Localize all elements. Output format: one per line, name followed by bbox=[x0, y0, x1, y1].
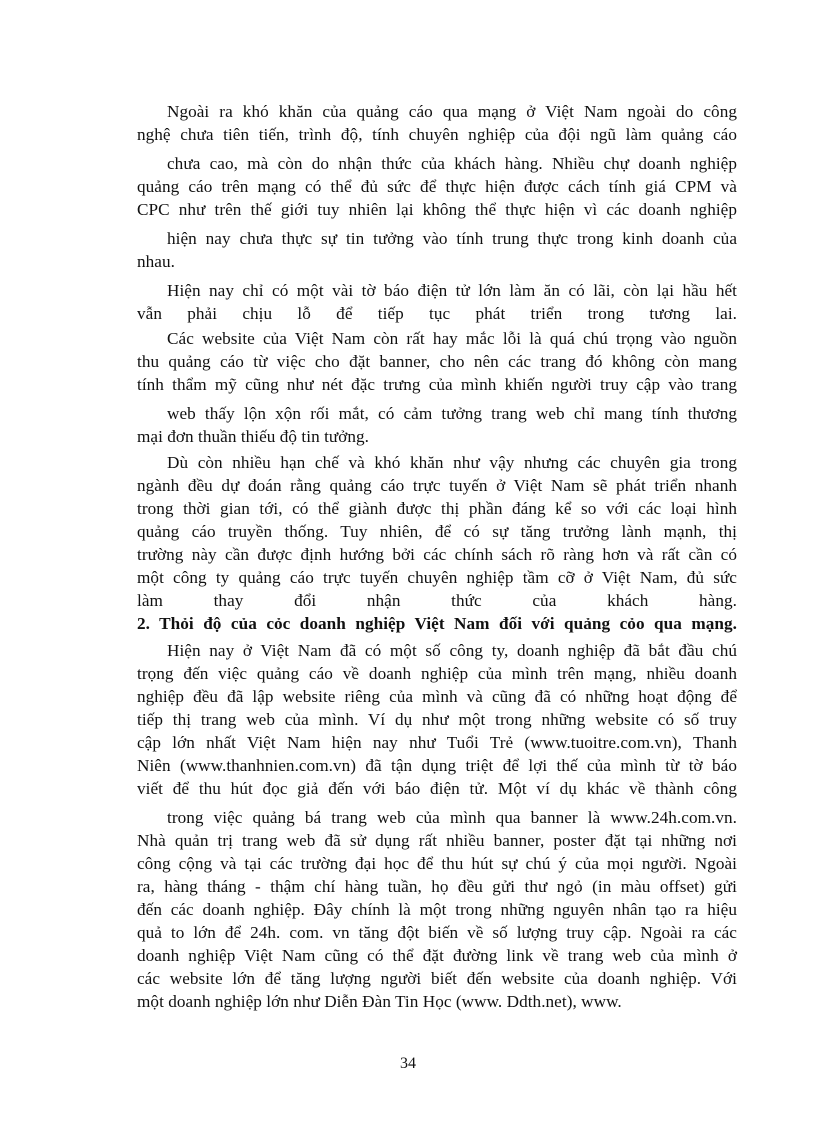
text-line: Dù còn nhiều hạn chế và khó khăn như vậy nhưng các chuyên gia trong bbox=[167, 453, 737, 472]
text-line: nhau. bbox=[137, 252, 175, 271]
text-line: quảng cáo trên mạng có thể đủ sức để thực hiện được cách tính giá CPM và bbox=[137, 177, 737, 196]
text-line: viết để thu hút đọc giả đến với báo điện tử. Một ví dụ khác về thành công bbox=[137, 779, 737, 798]
text-line: thu quảng cáo từ việc cho đặt banner, cho nên các trang đó không còn mang bbox=[137, 352, 737, 371]
text-line: Hiện nay ở Việt Nam đã có một số công ty, doanh nghiệp đã bắt đầu chú bbox=[167, 641, 737, 660]
text-line: cập lớn nhất Việt Nam hiện nay như Tuổi Trẻ (www.tuoitre.com.vn), Thanh bbox=[137, 733, 737, 752]
text-line: tiếp thị trang web của mình. Ví dụ như một trong những website có số truy bbox=[137, 710, 737, 729]
text-line: Niên (www.thanhnien.com.vn) đã tận dụng triệt để lợi thế của mình từ tờ báo bbox=[137, 756, 737, 775]
text-line: mại đơn thuần thiếu độ tin tưởng. bbox=[137, 427, 370, 446]
text-line: tính thẩm mỹ cũng như nét đặc trưng của mình khiến người truy cập vào trang bbox=[137, 375, 737, 394]
text-line: quảng cáo truyền thống. Tuy nhiên, để có sự tăng trưởng lành mạnh, thị bbox=[137, 522, 737, 541]
text-line: một doanh nghiệp lớn như Diễn Đàn Tin Học (www. Ddth.net), www. bbox=[137, 992, 622, 1011]
text-line: hiện nay chưa thực sự tin tưởng vào tính trung thực trong kinh doanh của bbox=[167, 229, 737, 248]
text-line: các website lớn để tăng lượng người biết đến website của doanh nghiệp. Với bbox=[137, 969, 737, 988]
text-line: chưa cao, mà còn do nhận thức của khách hàng. Nhiều chự doanh nghiệp bbox=[167, 154, 737, 173]
text-line: vẫn phải chịu lỗ để tiếp tục phát triển trong tương lai. bbox=[137, 304, 737, 323]
text-line: Hiện nay chỉ có một vài tờ báo điện tử lớn làm ăn có lãi, còn lại hầu hết bbox=[167, 281, 737, 300]
page-number: 34 bbox=[400, 1055, 416, 1072]
section-heading: 2. Thỏi độ của cỏc doanh nghiệp Việt Nam đối với quảng cỏo qua mạng. bbox=[137, 614, 737, 633]
text-line: quả to lớn để 24h. com. vn tăng đột biến về số lượng truy cập. Ngoài ra các bbox=[137, 923, 737, 942]
text-line: ngành đều dự đoán rằng quảng cáo trực tuyến ở Việt Nam sẽ phát triển nhanh bbox=[137, 476, 737, 495]
text-line: trọng đến việc quảng cáo về doanh nghiệp của mình trên mạng, nhiều doanh bbox=[137, 664, 737, 683]
text-line: ra, hàng tháng - thậm chí hàng tuần, họ đều gửi thư ngỏ (in màu offset) gửi bbox=[137, 877, 737, 896]
text-line: công cộng và tại các trường đại học để thu hút sự chú ý của mọi người. Ngoài bbox=[137, 854, 737, 873]
text-line: làm thay đổi nhận thức của khách hàng. bbox=[137, 591, 737, 610]
text-line: trong việc quảng bá trang web của mình qua banner là www.24h.com.vn. bbox=[167, 808, 737, 827]
text-line: trường này cần được định hướng bởi các chính sách rõ ràng hơn và rất cần có bbox=[137, 545, 737, 564]
text-line: nghệ chưa tiên tiến, trình độ, tính chuyên nghiệp của đội ngũ làm quảng cáo bbox=[137, 125, 737, 144]
text-line: đến các doanh nghiệp. Đây chính là một trong những nguyên nhân tạo ra hiệu bbox=[137, 900, 737, 919]
text-line: CPC như trên thế giới tuy nhiên lại không thể thực hiện vì các doanh nghiệp bbox=[137, 200, 737, 219]
text-line: doanh nghiệp Việt Nam cũng có thể đặt đường link về trang web của mình ở bbox=[137, 946, 737, 965]
text-line: trong thời gian tới, có thể giành được thị phần đáng kể so với các loại hình bbox=[137, 499, 737, 518]
text-line: một công ty quảng cáo trực tuyến chuyên nghiệp tầm cỡ ở Việt Nam, đủ sức bbox=[137, 568, 737, 587]
text-line: nghiệp đều đã lập website riêng của mình và cũng đã có những hoạt động để bbox=[137, 687, 737, 706]
text-line: Ngoài ra khó khăn của quảng cáo qua mạng ở Việt Nam ngoài do công bbox=[167, 102, 737, 121]
text-line: Các website của Việt Nam còn rất hay mắc lỗi là quá chú trọng vào nguồn bbox=[167, 329, 737, 348]
text-line: Nhà quản trị trang web đã sử dụng rất nhiều banner, poster đặt tại những nơi bbox=[137, 831, 737, 850]
text-line: web thấy lộn xộn rối mắt, có cảm tưởng trang web chỉ mang tính thương bbox=[167, 404, 737, 423]
